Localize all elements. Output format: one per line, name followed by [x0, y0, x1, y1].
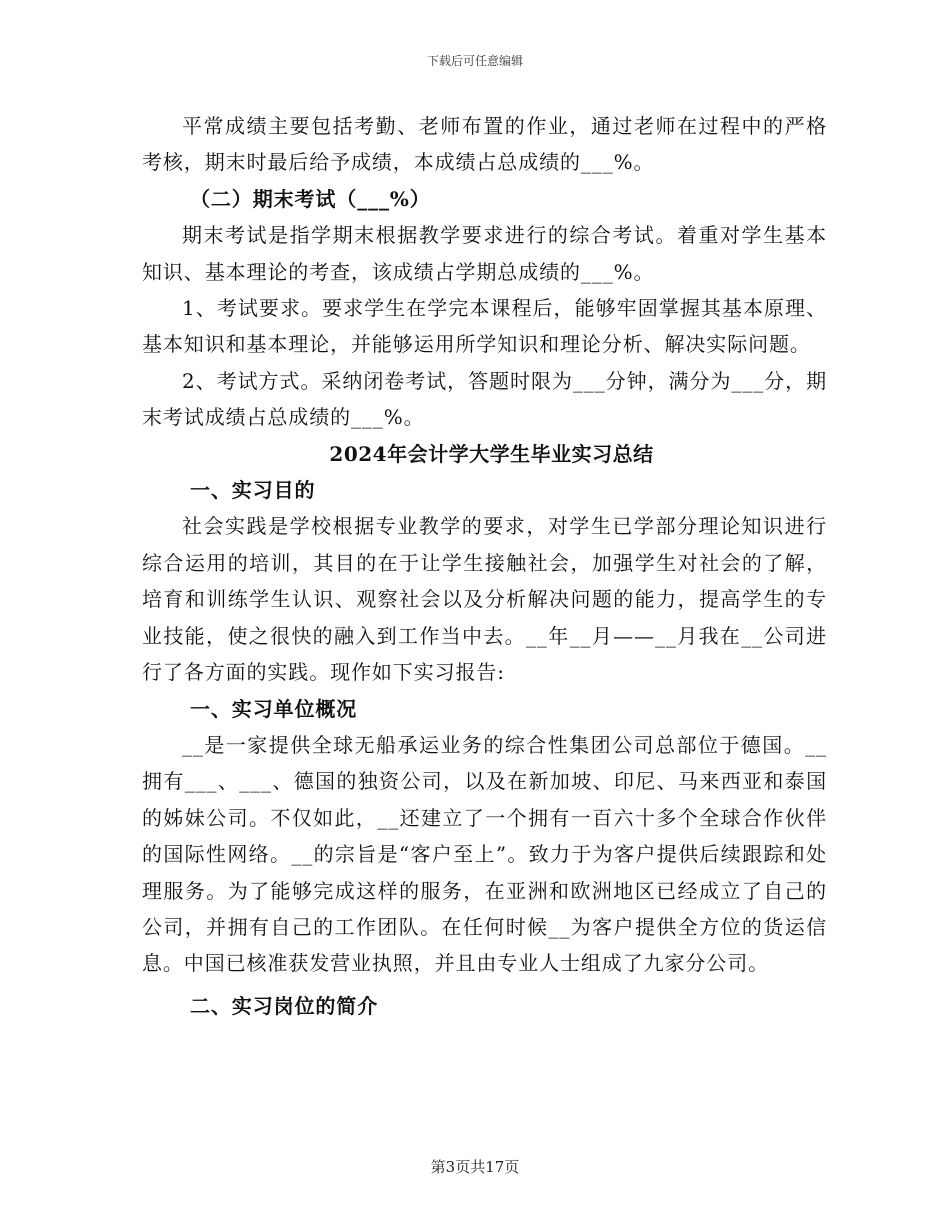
paragraph-exam-method: 2、考试方式。采纳闭卷考试，答题时限为___分钟，满分为___分，期末考试成绩占总成绩的___%。 [142, 368, 827, 430]
heading-company-overview: 一、实习单位概况 [190, 696, 358, 721]
paragraph-regular-grade: 平常成绩主要包括考勤、老师布置的作业，通过老师在过程中的严格考核，期末时最后给予成绩，本成绩占总成绩的___%。 [142, 114, 827, 175]
heading-position-intro: 二、实习岗位的简介 [190, 993, 379, 1018]
document-title: 2024年会计学大学生毕业实习总结 [329, 441, 654, 466]
paragraph-internship-purpose: 社会实践是学校根据专业教学的要求，对学生已学部分理论知识进行综合运用的培训，其目的在于让学生接触社会，加强学生对社会的了解，培育和训练学生认识、观察社会以及分析解决问题的能力，提高学生的专业技能，使之很快的融入到工作当中去。__年__月——__月我在__公司进行了各方面的实践。现作如下实习报告: [142, 514, 827, 685]
paragraph-company-overview: __是一家提供全球无船承运业务的综合性集团公司总部位于德国。__拥有___、___、德国的独资公司，以及在新加坡、印尼、马来西亚和泰国的姊妹公司。不仅如此，__还建立了一个拥有一百六十多个全球合作伙伴的国际性网络。__的宗旨是“客户至上”。致力于为客户提供后续跟踪和处理服务。为了能够完成这样的服务，在亚洲和欧洲地区已经成立了自己的公司，并拥有自己的工作团队。在任何时候__为客户提供全方位的货运信息。中国已核准获发营业执照，并且由专业人士组成了九家分公司。 [142, 732, 827, 976]
paragraph-final-exam-desc: 期末考试是指学期末根据教学要求进行的综合考试。着重对学生基本知识、基本理论的考查，该成绩占学期总成绩的___%。 [142, 223, 827, 284]
paragraph-exam-requirements: 1、考试要求。要求学生在学完本课程后，能够牢固掌握其基本原理、基本知识和基本理论，并能够运用所学知识和理论分析、解决实际问题。 [142, 296, 827, 357]
page-footer-number: 第3页共17页 [430, 1158, 520, 1176]
heading-final-exam: （二）期末考试（___%） [190, 186, 431, 211]
document-body [142, 108, 827, 1024]
heading-internship-purpose: 一、实习目的 [190, 478, 316, 503]
page-header-note: 下载后可任意编辑 [426, 54, 523, 68]
